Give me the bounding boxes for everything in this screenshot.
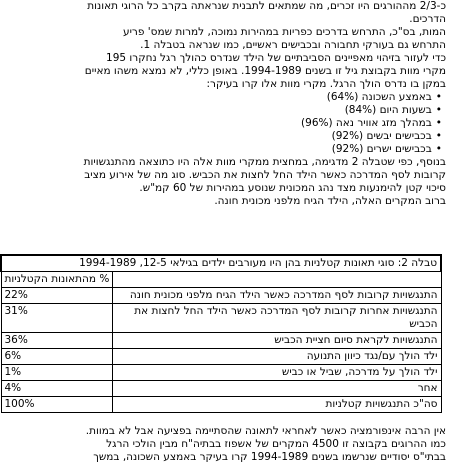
text-line: ברוב המקרים האלה, הילד הגיח מלפני מכונית חונה. <box>214 195 446 207</box>
text-line: כדי לעזור בזיהוי מאפיינים הסביבתיים של הילד שנדרס כהולך רגל נחקרו 195 <box>106 52 446 64</box>
text-line: התרחש גם בעורקי תחבורה ובכבישים ראשיים, כמו שנראה בטבלה 1. <box>140 39 446 51</box>
table-row <box>1 288 441 304</box>
row-label: סה"כ התנגשויות קטלניות <box>113 397 441 413</box>
table-caption: טבלה 2: סוגי תאונות קטלניות בהן היו מעורבים ילדים בגילאי 12-5, 1994-1989 <box>1 255 441 272</box>
bullet-item: • באמצע השכונה (64%) <box>4 91 446 104</box>
row-percent: 31% <box>1 304 113 333</box>
findings-bullet-list <box>4 91 446 156</box>
bullet-item: • בכבישים ישרים (92%) <box>4 143 446 156</box>
text-line: מקרי מוות בקבוצת גיל זו בשנים 1994-1989. באופן כללי, לא נמצא משהו מאיים <box>84 65 446 77</box>
table-row <box>1 304 441 333</box>
table-intro-paragraph <box>4 156 446 208</box>
table-header-percent: % מהתאונות הקטלניות <box>1 272 113 288</box>
row-label: ילד הולך על מדרכה, שביל או כביש <box>113 365 441 381</box>
row-label: אחר <box>113 381 441 397</box>
text-line: בבתי"ס יסודיים שנרשמו בשנים 1994-1989 קרו בעיקר באמצע השכונה, במשך <box>93 451 446 463</box>
text-line: הדרכים. <box>409 13 446 25</box>
row-percent: 36% <box>1 333 113 349</box>
document-page <box>4 0 446 208</box>
table-row-total <box>1 397 441 413</box>
row-label: התנגשויות לקראת סיום חציית הכביש <box>113 333 441 349</box>
text-line: קרובות לסף המדרכה כאשר הילד החל לחצות את הכביש. סוג מה של אירוע מציב <box>84 169 446 181</box>
row-percent: 4% <box>1 381 113 397</box>
text-line: סיכוי קטן להימנעות מצד נהג המכונית שנוסע במהירות של 60 קמ"ש. <box>139 182 446 194</box>
table-row <box>1 381 441 397</box>
text-line: כמו ההרוגים בקבוצה זו 4500 המקרים של אשפוז בבתיה"ח מבין הולכי הרגל <box>106 438 446 450</box>
table-header-empty <box>113 272 441 288</box>
row-label: ילד הולך עם/נגד כיוון התנועה <box>113 349 441 365</box>
text-line: אין הרבה אינפורמציה כאשר לאחראי לתאונה שהסתיימה בפציעה אבל לא במוות. <box>85 425 446 437</box>
accident-types-table <box>0 254 442 413</box>
text-line: בנוסף, כפי שטבלה 2 מדגימה, במחצית ממקרי מוות אלה היו כתוצאה מהתנגשויות <box>83 156 446 168</box>
intro-paragraph <box>4 0 446 91</box>
closing-paragraph <box>4 425 446 464</box>
closing-text <box>4 425 446 464</box>
text-line: במקן בו נדרס הולך הרגל. מקרי מוות אלו קרו בעיקר: <box>206 78 446 90</box>
table-row <box>1 365 441 381</box>
row-percent: 100% <box>1 397 113 413</box>
text-line: המות, בס"כ, התרחש בדרכים כפריות במהירות נמוכה, למרות שמס' פריע <box>123 26 446 38</box>
row-percent: 22% <box>1 288 113 304</box>
text-line: כ-2/3 מההורגים היו זכרים, מה שמתאים לתבנית שנראתה בקרב כל הרוגי תאונות <box>87 0 446 12</box>
row-label: התנגשויות קרובות לסף המדרכה כאשר הילד הגיח מלפני מכונית חונה <box>113 288 441 304</box>
bullet-item: • בשעות היום (84%) <box>4 104 446 117</box>
table-row <box>1 349 441 365</box>
row-percent: 1% <box>1 365 113 381</box>
table-row <box>1 333 441 349</box>
bullet-item: • במהלך מזג אוויר נאה (96%) <box>4 117 446 130</box>
row-percent: 6% <box>1 349 113 365</box>
bullet-item: • בכבישים יבשים (92%) <box>4 130 446 143</box>
row-label: התנגשויות אחרות קרובות לסף המדרכה כאשר הילד החל לחצות את הכביש <box>113 304 441 333</box>
